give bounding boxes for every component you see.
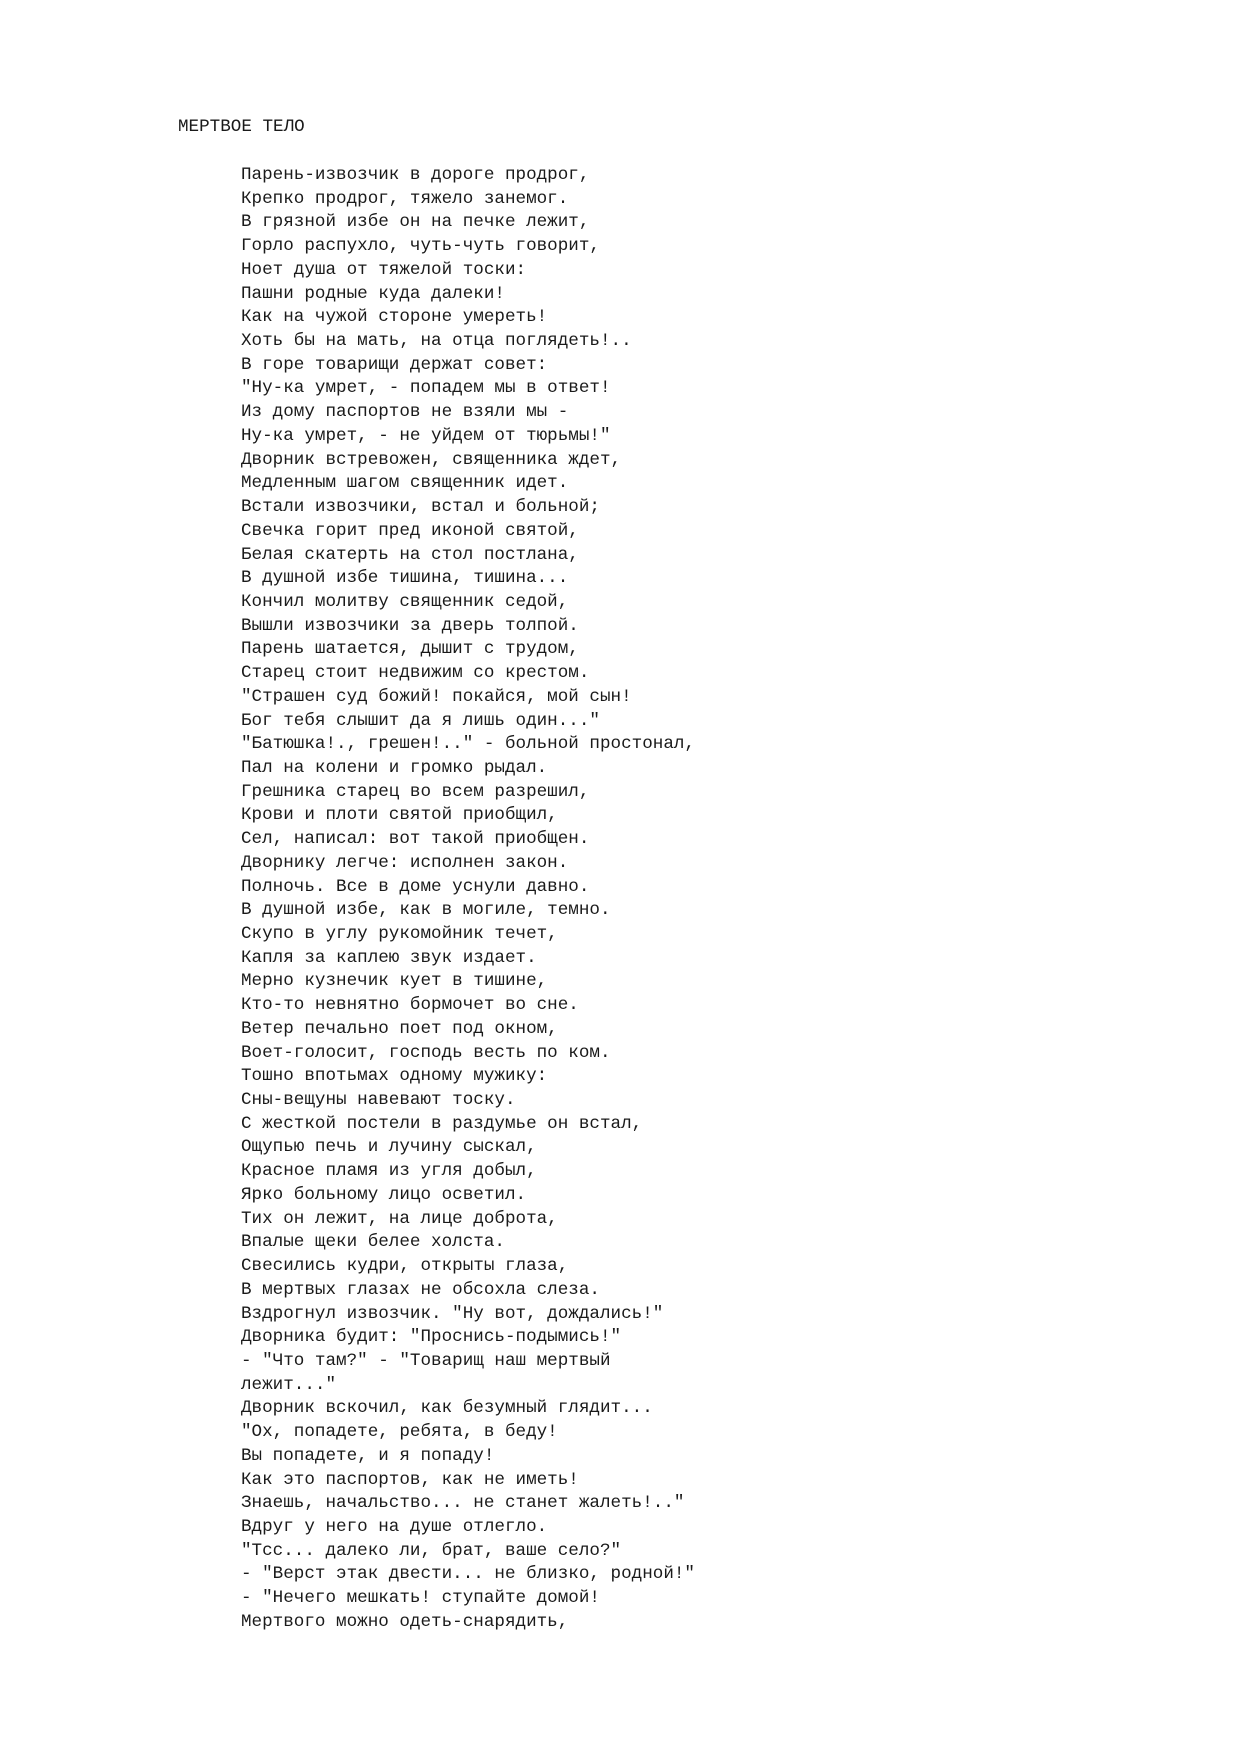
poem-line: Знаешь, начальство... не станет жалеть!.." [241,1493,685,1514]
poem-line: Сны-вещуны навевают тоску. [241,1090,516,1111]
poem-line: Пашни родные куда далеки! [241,283,505,304]
poem-line: Ветер печально поет под окном, [241,1018,558,1039]
poem-line: Крепко продрог, тяжело занемог. [241,188,569,209]
poem-line: С жесткой постели в раздумье он встал, [241,1113,643,1134]
poem-line: Впалые щеки белее холста. [241,1232,505,1253]
poem-line: В мертвых глазах не обсохла слеза. [241,1279,600,1300]
poem-line: Полночь. Все в доме уснули давно. [241,876,590,897]
poem-line: лежит..." [241,1374,337,1395]
poem-line: Как на чужой стороне умереть! [241,307,548,328]
poem-line: Дворника будит: "Проснись-подымись!" [241,1327,622,1348]
poem-line: Мерно кузнечик кует в тишине, [241,971,548,992]
poem-line: Воет-голосит, господь весть по ком. [241,1042,611,1063]
poem-line: "Ну-ка умрет, - попадем мы в ответ! [241,378,611,399]
poem-line: Старец стоит недвижим со крестом. [241,663,590,684]
poem-line: Ну-ка умрет, - не уйдем от тюрьмы!" [241,425,611,446]
poem-line: - "Нечего мешкать! ступайте домой! [241,1588,600,1609]
poem-line: Встали извозчики, встал и больной; [241,497,600,518]
poem-line: Как это паспортов, как не иметь! [241,1469,579,1490]
poem-line: "Батюшка!., грешен!.." - больной простонал, [241,734,695,755]
poem-line: Белая скатерть на стол постлана, [241,544,579,565]
poem-line: Ноет душа от тяжелой тоски: [241,259,527,280]
poem-line: Свечка горит пред иконой святой, [241,520,579,541]
poem-line: Скупо в углу рукомойник течет, [241,924,558,944]
poem-line: В грязной избе он на печке лежит, [241,212,590,233]
poem-line: Хоть бы на мать, на отца поглядеть!.. [241,331,632,352]
poem-line: В горе товарищи держат совет: [241,354,548,375]
poem-line: "Тсс... далеко ли, брат, ваше село?" [241,1540,622,1561]
poem-line: "Ох, попадете, ребята, в беду! [241,1422,558,1443]
poem-line: Пал на колени и громко рыдал. [241,757,548,778]
poem-line: Ярко больному лицо осветил. [241,1184,527,1205]
poem-line: Дворник вскочил, как безумный глядит... [241,1398,653,1419]
poem-line: Красное пламя из угля добыл, [241,1161,537,1182]
poem-line: Вдруг у него на душе отлегло. [241,1516,548,1537]
poem-line: Сел, написал: вот такой приобщен. [241,829,590,850]
poem-line: - "Что там?" - "Товарищ наш мертвый [241,1350,611,1371]
poem-line: Парень шатается, дышит с трудом, [241,639,579,660]
poem-line: Ощупью печь и лучину сыскал, [241,1137,537,1158]
poem-line: Дворнику легче: исполнен закон. [241,852,569,873]
poem-line: Горло распухло, чуть-чуть говорит, [241,236,600,257]
poem-line: Тих он лежит, на лице доброта, [241,1208,558,1229]
poem-line: Крови и плоти святой приобщил, [241,805,558,826]
poem-line: В душной избе, как в могиле, темно. [241,900,611,921]
poem-line: Дворник встревожен, священника ждет, [241,449,622,470]
poem-text [241,164,695,1635]
poem-line: Из дому паспортов не взяли мы - [241,402,569,423]
poem-line: Кто-то невнятно бормочет во сне. [241,995,579,1016]
poem-line: - "Верст этак двести... не близко, родной!" [241,1564,695,1585]
poem-line: Грешника старец во всем разрешил, [241,781,590,802]
poem-title: МЕРТВОЕ ТЕЛО [178,117,305,137]
poem-line: "Страшен суд божий! покайся, мой сын! [241,686,632,707]
poem-line: Тошно впотьмах одному мужику: [241,1066,548,1087]
poem-line: Кончил молитву священник седой, [241,591,569,612]
poem-line: Капля за каплею звук издает. [241,947,537,968]
poem-line: Бог тебя слышит да я лишь один..." [241,710,600,731]
poem-line: В душной избе тишина, тишина... [241,568,569,589]
poem-line: Вышли извозчики за дверь толпой. [241,615,579,636]
poem-line: Вы попадете, и я попаду! [241,1445,495,1466]
poem-line: Мертвого можно одеть-снарядить, [241,1611,569,1632]
poem-line: Вздрогнул извозчик. "Ну вот, дождались!" [241,1303,664,1324]
poem-line: Медленным шагом священник идет. [241,473,569,494]
poem-line: Свесились кудри, открыты глаза, [241,1256,569,1277]
poem-line: Парень-извозчик в дороге продрог, [241,165,590,185]
